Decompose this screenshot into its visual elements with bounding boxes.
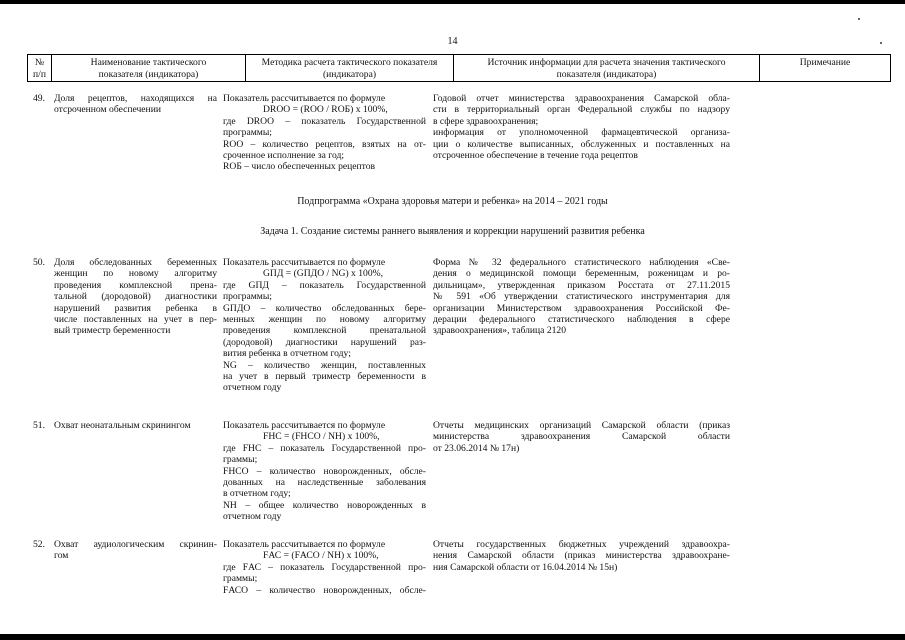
indicator-name: Доля обследованных беременных женщин по новому алгоритму проведения комплексной прена- тальной (дородовой) диагностики нарушений развития ребенка в числе поставленных на учет в пер- вый триместр беременности — [54, 257, 217, 337]
header-method: Методика расчета тактического показателя (индикатора) — [246, 55, 454, 81]
scan-speck — [858, 18, 860, 20]
calculation-method: Показатель рассчитывается по формуле FАС = (FАСО / NН) х 100%, где FАС – показатель Государственной про- граммы; FАСО – количество новорожденных, обсле- — [223, 539, 426, 596]
calculation-method: Показатель рассчитывается по формуле FНС = (FНСО / NН) х 100%, где FНС – показатель Государственной про- граммы; FНСО – количество новорожденных, обсле- дованных на наследственные заболевания в отчетном году; NН – общее количество новорожденных в отчетном году — [223, 420, 426, 523]
header-source: Источник информации для расчета значения тактического показателя (индикатора) — [454, 55, 760, 81]
header-num: № п/п — [28, 55, 52, 81]
row-number: 51. — [33, 420, 45, 431]
task-title: Задача 1. Создание системы раннего выявления и коррекции нарушений развития ребенка — [260, 226, 645, 237]
indicator-name: Охват неонатальным скринингом — [54, 420, 191, 431]
table-header — [27, 54, 891, 82]
calculation-method: Показатель рассчитывается по формуле DRОО = (RОО / RОБ) х 100%, где DRОО – показатель Государственной программы; RОО – количество рецептов, взятых на от- сроченное исполнение за год; RОБ – число обеспеченных рецептов — [223, 93, 426, 173]
information-source: Годовой отчет министерства здравоохранения Самарской обла- сти в территориальный орган Федеральной службы по надзору в сфере здравоохранения; информация от уполномоченной фармацевтической организа- ции о количестве выписанных, обслуженных и поставленных на отсроченное обеспечение в течение года рецептов — [433, 93, 730, 162]
top-border — [0, 0, 905, 4]
indicator-name: Охват аудиологическим скринин- гом — [54, 539, 217, 562]
information-source: Отчеты медицинских организаций Самарской области (приказ министерства здравоохранения Самарской области от 23.06.2014 № 17н) — [433, 420, 730, 454]
subprogram-title: Подпрограмма «Охрана здоровья матери и ребенка» на 2014 – 2021 годы — [297, 196, 608, 207]
header-note: Примечание — [799, 57, 851, 68]
bottom-border — [0, 634, 905, 640]
row-number: 49. — [33, 93, 45, 104]
information-source: Отчеты государственных бюджетных учреждений здравоохра- нения Самарской области (приказ министерства здравоохране- ния Самарской области от 16.04.2014 № 15н) — [433, 539, 730, 573]
header-name: Наименование тактического показателя (индикатора) — [52, 55, 246, 81]
page-number: 14 — [447, 36, 458, 47]
row-number: 52. — [33, 539, 45, 550]
row-number: 50. — [33, 257, 45, 268]
information-source: Форма № 32 федерального статистического наблюдения «Све- дения о медицинской помощи беременным, роженицам и ро- дильницам», утвержденная приказом Росстата от 27.11.2015 № 591 «Об утверждении статистического инструментария для организации Министерством здравоохранения Российской Фе- дерации федерального статистического наблюдения в сфере здравоохранения», таблица 2120 — [433, 257, 730, 337]
indicator-name: Доля рецептов, находящихся на отсроченном обеспечении — [54, 93, 217, 116]
calculation-method: Показатель рассчитывается по формуле GПД = (GПДО / NG) х 100%, где GПД – показатель Государственной программы; GПДО – количество обследованных бере- менных женщин по новому алгоритму проведения комплексной пренатальной (дородовой) диагностики нарушений раз- вития ребенка в отчетном году; NG – количество женщин, поставленных на учет в первый триместр беременности в отчетном году — [223, 257, 426, 394]
